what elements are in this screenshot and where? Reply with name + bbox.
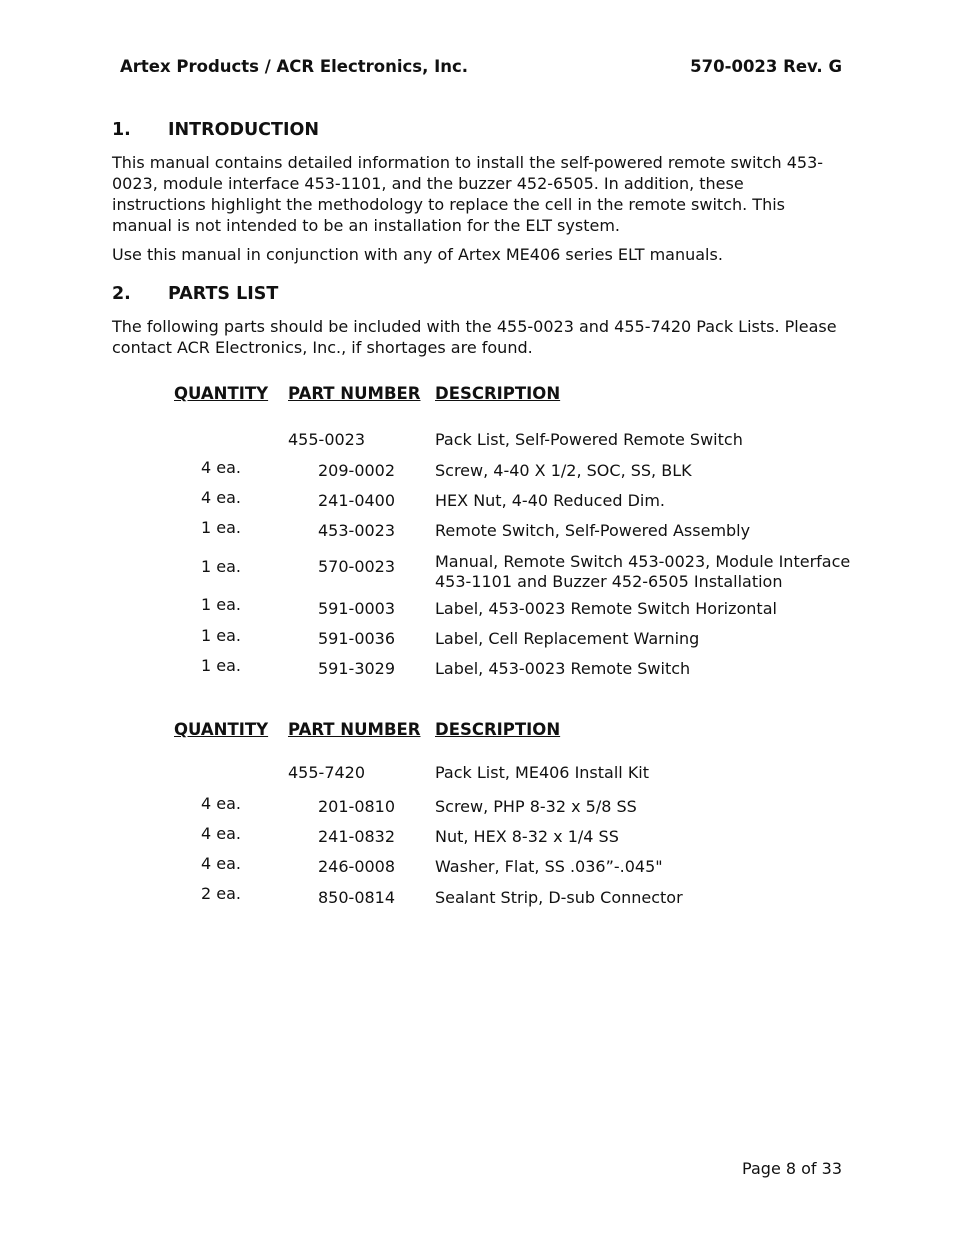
column-header-description: DESCRIPTION: [435, 384, 561, 403]
pack-description: Pack List, ME406 Install Kit: [435, 763, 650, 782]
section-title: PARTS LIST: [168, 284, 279, 304]
pack-description: Pack List, Self-Powered Remote Switch: [435, 430, 743, 449]
header-doc-number: 570-0023 Rev. G: [690, 57, 842, 76]
row-quantity: 1 ea.: [201, 518, 241, 537]
section-number: 1.: [112, 120, 131, 140]
row-quantity: 1 ea.: [201, 626, 241, 645]
header-company: Artex Products / ACR Electronics, Inc.: [120, 57, 469, 76]
intro-paragraph: This manual contains detailed information to install the self-powered remote switch 453-0023, module interface 453-1101, and the buzzer 452-6505. In addition, these instructions highlight the methodology to replace the cell in the remote switch. This manual is not intended to be an installation for the ELT system.: [112, 153, 824, 235]
row-part-number: 241-0832: [318, 827, 396, 846]
row-quantity: 4 ea.: [201, 458, 241, 477]
row-description: Remote Switch, Self-Powered Assembly: [435, 521, 751, 540]
row-description: Screw, PHP 8-32 x 5/8 SS: [435, 797, 637, 816]
section-title: INTRODUCTION: [168, 120, 319, 140]
row-description: Manual, Remote Switch 453-0023, Module Interface 453-1101 and Buzzer 452-6505 Installation: [435, 552, 851, 591]
page-number: Page 8 of 33: [742, 1159, 842, 1178]
section-number: 2.: [112, 284, 131, 304]
row-part-number: 850-0814: [318, 888, 396, 907]
row-description: Nut, HEX 8-32 x 1/4 SS: [435, 827, 619, 846]
row-part-number: 591-0036: [318, 629, 396, 648]
section-heading-introduction: [112, 120, 319, 140]
row-description: HEX Nut, 4-40 Reduced Dim.: [435, 491, 665, 510]
row-part-number: 201-0810: [318, 797, 396, 816]
column-header-part-number: PART NUMBER: [288, 384, 421, 403]
parts-list-paragraph: The following parts should be included with the 455-0023 and 455-7420 Pack Lists. Please contact ACR Electronics, Inc., if shortages are found.: [112, 317, 837, 357]
column-header-quantity: QUANTITY: [174, 384, 269, 403]
row-quantity: 4 ea.: [201, 488, 241, 507]
pack-part-number: 455-0023: [288, 430, 366, 449]
row-part-number: 591-0003: [318, 599, 396, 618]
row-part-number: 570-0023: [318, 557, 396, 576]
row-part-number: 241-0400: [318, 491, 396, 510]
row-quantity: 1 ea.: [201, 595, 241, 614]
pack-part-number: 455-7420: [288, 763, 366, 782]
row-quantity: 4 ea.: [201, 794, 241, 813]
intro-usage-paragraph: Use this manual in conjunction with any of Artex ME406 series ELT manuals.: [112, 245, 723, 264]
row-part-number: 209-0002: [318, 461, 396, 480]
row-quantity: 4 ea.: [201, 854, 241, 873]
row-quantity: 2 ea.: [201, 884, 241, 903]
column-header-description: DESCRIPTION: [435, 720, 561, 739]
row-description: Screw, 4-40 X 1/2, SOC, SS, BLK: [435, 461, 692, 480]
row-description: Washer, Flat, SS .036”-.045": [435, 857, 663, 876]
row-description: Sealant Strip, D-sub Connector: [435, 888, 683, 907]
column-header-part-number: PART NUMBER: [288, 720, 421, 739]
row-quantity: 4 ea.: [201, 824, 241, 843]
row-description: Label, 453-0023 Remote Switch: [435, 659, 691, 678]
row-part-number: 246-0008: [318, 857, 396, 876]
row-quantity: 1 ea.: [201, 656, 241, 675]
column-header-quantity: QUANTITY: [174, 720, 269, 739]
row-part-number: 453-0023: [318, 521, 396, 540]
row-description: Label, 453-0023 Remote Switch Horizontal: [435, 599, 777, 618]
row-part-number: 591-3029: [318, 659, 396, 678]
section-heading-parts-list: [112, 284, 278, 304]
row-description: Label, Cell Replacement Warning: [435, 629, 700, 648]
row-quantity: 1 ea.: [201, 557, 241, 576]
